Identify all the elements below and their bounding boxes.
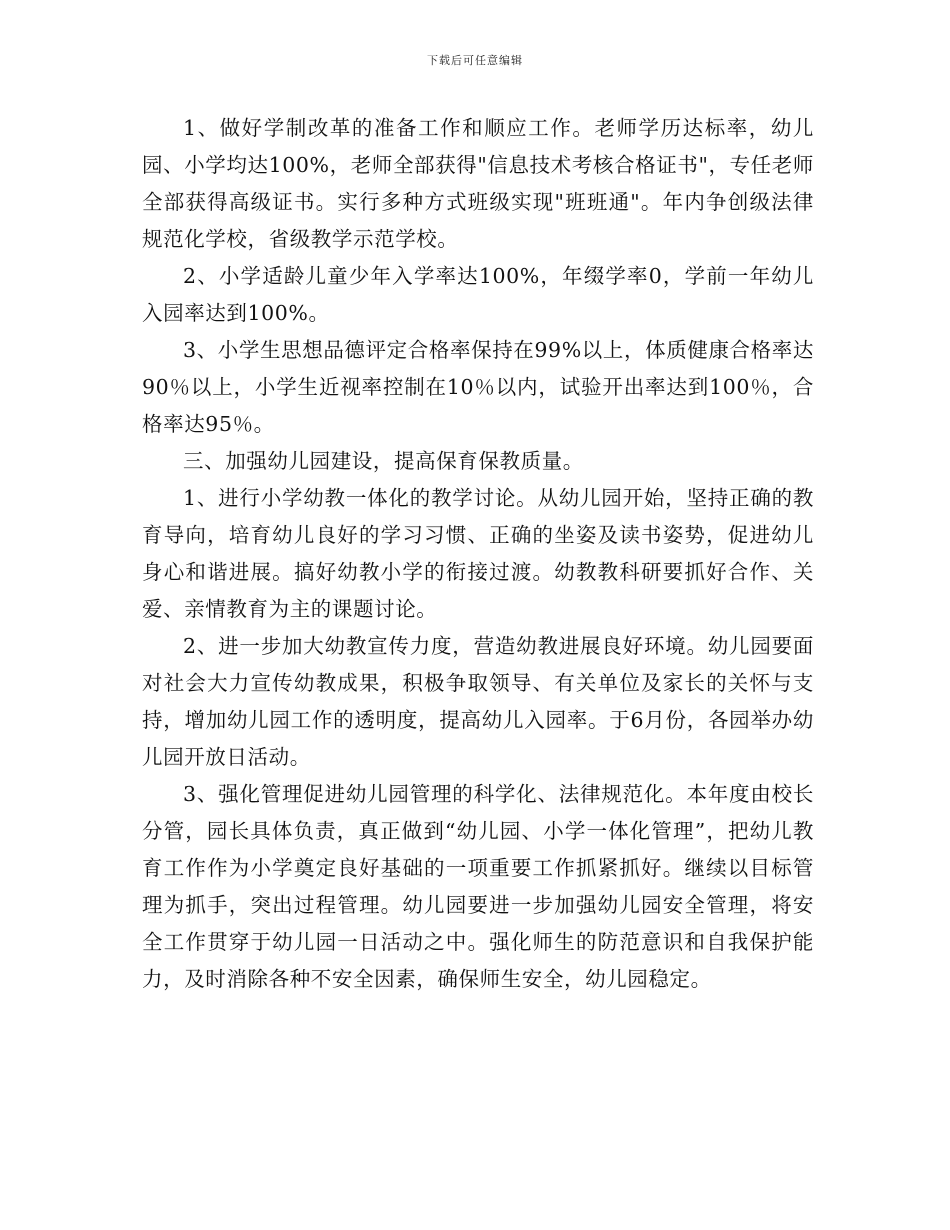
- paragraph-5: 2、进一步加大幼教宣传力度，营造幼教进展良好环境。幼儿园要面对社会大力宣传幼教成果，积极争取领导、有关单位及家长的关怀与支持，增加幼儿园工作的透明度，提高幼儿入园率。于6月份，各园举办幼儿园开放日活动。: [142, 634, 814, 769]
- paragraph-4: 1、进行小学幼教一体化的教学讨论。从幼儿园开始，坚持正确的教育导向，培育幼儿良好的学习习惯、正确的坐姿及读书姿势，促进幼儿身心和谐进展。搞好幼教小学的衔接过渡。幼教教科研要抓好合作、关爱、亲情教育为主的课题讨论。: [142, 486, 814, 621]
- paragraph-6: 3、强化管理促进幼儿园管理的科学化、法律规范化。本年度由校长分管，园长具体负责，真正做到“幼儿园、小学一体化管理”，把幼儿教育工作作为小学奠定良好基础的一项重要工作抓紧抓好。继续以目标管理为抓手，突出过程管理。幼儿园要进一步加强幼儿园安全管理，将安全工作贯穿于幼儿园一日活动之中。强化师生的防范意识和自我保护能力，及时消除各种不安全因素，确保师生安全，幼儿园稳定。: [142, 782, 814, 991]
- page-header: 下载后可任意编辑: [427, 54, 523, 67]
- document-body: [142, 110, 814, 998]
- paragraph-1: 1、做好学制改革的准备工作和顺应工作。老师学历达标率，幼儿园、小学均达100%，老师全部获得"信息技术考核合格证书"，专任老师全部获得高级证书。实行多种方式班级实现"班班通"。年内争创级法律规范化学校，省级教学示范学校。: [142, 116, 814, 251]
- section-heading: 三、加强幼儿园建设，提高保育保教质量。: [183, 449, 584, 473]
- paragraph-2: 2、小学适龄儿童少年入学率达100%，年缀学率0，学前一年幼儿入园率达到100%。: [142, 264, 814, 325]
- paragraph-3: 3、小学生思想品德评定合格率保持在99%以上，体质健康合格率达90％以上，小学生近视率控制在10％以内，试验开出率达到100％，合格率达95％。: [142, 338, 814, 436]
